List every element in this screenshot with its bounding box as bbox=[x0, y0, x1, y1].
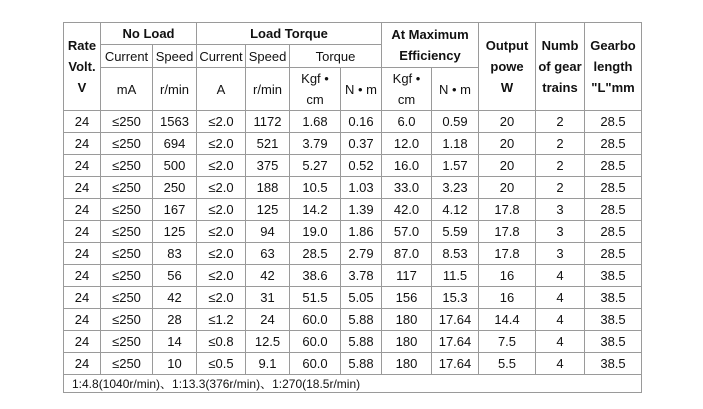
table-cell: 24 bbox=[64, 177, 101, 199]
table-cell: 24 bbox=[64, 155, 101, 177]
table-row bbox=[64, 243, 642, 265]
table-cell: 28.5 bbox=[290, 243, 341, 265]
table-cell: 5.27 bbox=[290, 155, 341, 177]
table-cell: ≤1.2 bbox=[197, 309, 246, 331]
table-cell: 1.57 bbox=[432, 155, 479, 177]
header-nl-current: Current bbox=[101, 45, 153, 68]
header-lt-speed: Speed bbox=[246, 45, 290, 68]
unit-lt-nm: N • m bbox=[341, 68, 382, 111]
table-cell: 14 bbox=[153, 331, 197, 353]
table-cell: ≤2.0 bbox=[197, 133, 246, 155]
table-cell: 24 bbox=[64, 221, 101, 243]
table-cell: ≤250 bbox=[101, 111, 153, 133]
table-cell: 12.5 bbox=[246, 331, 290, 353]
table-cell: 24 bbox=[64, 111, 101, 133]
table-cell: 3 bbox=[536, 199, 585, 221]
table-cell: 24 bbox=[64, 133, 101, 155]
table-cell: ≤250 bbox=[101, 243, 153, 265]
table-cell: 83 bbox=[153, 243, 197, 265]
table-cell: 0.37 bbox=[341, 133, 382, 155]
unit-me-kgf-cm: Kgf • cm bbox=[382, 68, 432, 111]
unit-nl-speed: r/min bbox=[153, 68, 197, 111]
unit-nl-current: mA bbox=[101, 68, 153, 111]
table-cell: 10 bbox=[153, 353, 197, 375]
table-cell: 17.8 bbox=[479, 199, 536, 221]
table-cell: 3.78 bbox=[341, 265, 382, 287]
table-cell: 63 bbox=[246, 243, 290, 265]
table-cell: 14.2 bbox=[290, 199, 341, 221]
table-row bbox=[64, 199, 642, 221]
table-cell: 375 bbox=[246, 155, 290, 177]
header-rate-volt: Rate Volt. V bbox=[64, 23, 101, 111]
table-cell: 188 bbox=[246, 177, 290, 199]
table-cell: 4 bbox=[536, 331, 585, 353]
table-row bbox=[64, 221, 642, 243]
table-cell: 7.5 bbox=[479, 331, 536, 353]
table-cell: 16 bbox=[479, 265, 536, 287]
table-cell: 19.0 bbox=[290, 221, 341, 243]
table-cell: 87.0 bbox=[382, 243, 432, 265]
table-cell: 500 bbox=[153, 155, 197, 177]
table-cell: 1.68 bbox=[290, 111, 341, 133]
table-cell: ≤2.0 bbox=[197, 199, 246, 221]
table-cell: ≤250 bbox=[101, 199, 153, 221]
table-cell: 3 bbox=[536, 221, 585, 243]
table-row bbox=[64, 155, 642, 177]
motor-spec-table bbox=[63, 22, 642, 393]
table-cell: 5.05 bbox=[341, 287, 382, 309]
table-cell: 17.64 bbox=[432, 331, 479, 353]
table-cell: 5.88 bbox=[341, 309, 382, 331]
table-cell: 51.5 bbox=[290, 287, 341, 309]
table-cell: 5.88 bbox=[341, 353, 382, 375]
table-cell: 10.5 bbox=[290, 177, 341, 199]
table-cell: 2 bbox=[536, 177, 585, 199]
gear-ratio-note: 1:4.8(1040r/min)、1:13.3(376r/min)、1:270(18.5r/min) bbox=[64, 375, 642, 393]
table-cell: 5.59 bbox=[432, 221, 479, 243]
table-cell: 6.0 bbox=[382, 111, 432, 133]
table-cell: 1172 bbox=[246, 111, 290, 133]
table-cell: 180 bbox=[382, 309, 432, 331]
unit-lt-kgf-cm: Kgf • cm bbox=[290, 68, 341, 111]
table-cell: ≤2.0 bbox=[197, 155, 246, 177]
header-gearbox-length: Gearbo length "L"mm bbox=[585, 23, 642, 111]
table-cell: ≤2.0 bbox=[197, 111, 246, 133]
table-cell: ≤250 bbox=[101, 353, 153, 375]
table-cell: 0.52 bbox=[341, 155, 382, 177]
table-cell: 24 bbox=[64, 199, 101, 221]
table-cell: 8.53 bbox=[432, 243, 479, 265]
table-cell: ≤250 bbox=[101, 265, 153, 287]
table-cell: 180 bbox=[382, 331, 432, 353]
table-cell: 42 bbox=[153, 287, 197, 309]
table-cell: 2.79 bbox=[341, 243, 382, 265]
table-cell: 20 bbox=[479, 111, 536, 133]
table-cell: 17.64 bbox=[432, 309, 479, 331]
table-row bbox=[64, 353, 642, 375]
table-cell: 38.5 bbox=[585, 287, 642, 309]
table-row bbox=[64, 265, 642, 287]
table-cell: ≤250 bbox=[101, 221, 153, 243]
table-cell: 1.86 bbox=[341, 221, 382, 243]
table-cell: 17.64 bbox=[432, 353, 479, 375]
unit-lt-speed: r/min bbox=[246, 68, 290, 111]
table-cell: 28.5 bbox=[585, 221, 642, 243]
table-cell: 15.3 bbox=[432, 287, 479, 309]
table-row bbox=[64, 287, 642, 309]
table-cell: 60.0 bbox=[290, 353, 341, 375]
table-cell: 28.5 bbox=[585, 155, 642, 177]
table-cell: ≤0.8 bbox=[197, 331, 246, 353]
table-cell: 9.1 bbox=[246, 353, 290, 375]
table-row bbox=[64, 309, 642, 331]
table-cell: 28.5 bbox=[585, 133, 642, 155]
table-cell: 60.0 bbox=[290, 309, 341, 331]
table-cell: 4 bbox=[536, 287, 585, 309]
table-cell: 24 bbox=[246, 309, 290, 331]
table-cell: ≤2.0 bbox=[197, 265, 246, 287]
table-cell: 28.5 bbox=[585, 177, 642, 199]
header-lt-torque: Torque bbox=[290, 45, 382, 68]
table-cell: 42.0 bbox=[382, 199, 432, 221]
table-cell: 24 bbox=[64, 309, 101, 331]
table-cell: 20 bbox=[479, 155, 536, 177]
table-cell: 38.5 bbox=[585, 309, 642, 331]
table-cell: 28 bbox=[153, 309, 197, 331]
table-cell: 2 bbox=[536, 155, 585, 177]
table-cell: 38.5 bbox=[585, 353, 642, 375]
table-cell: 16.0 bbox=[382, 155, 432, 177]
table-cell: 3 bbox=[536, 243, 585, 265]
table-cell: 2 bbox=[536, 133, 585, 155]
table-cell: 1.39 bbox=[341, 199, 382, 221]
table-cell: 17.8 bbox=[479, 221, 536, 243]
table-cell: 156 bbox=[382, 287, 432, 309]
table-cell: 60.0 bbox=[290, 331, 341, 353]
table-cell: 4 bbox=[536, 309, 585, 331]
table-cell: 20 bbox=[479, 133, 536, 155]
table-cell: ≤2.0 bbox=[197, 221, 246, 243]
table-cell: 11.5 bbox=[432, 265, 479, 287]
table-cell: 167 bbox=[153, 199, 197, 221]
table-cell: 117 bbox=[382, 265, 432, 287]
table-cell: 38.5 bbox=[585, 265, 642, 287]
table-row bbox=[64, 133, 642, 155]
table-cell: ≤250 bbox=[101, 155, 153, 177]
table-cell: 3.79 bbox=[290, 133, 341, 155]
table-cell: 16 bbox=[479, 287, 536, 309]
header-load-torque: Load Torque bbox=[197, 23, 382, 45]
table-cell: 38.5 bbox=[585, 331, 642, 353]
table-cell: ≤250 bbox=[101, 309, 153, 331]
header-nl-speed: Speed bbox=[153, 45, 197, 68]
table-cell: 694 bbox=[153, 133, 197, 155]
table-cell: 28.5 bbox=[585, 243, 642, 265]
table-cell: 31 bbox=[246, 287, 290, 309]
table-cell: 56 bbox=[153, 265, 197, 287]
table-cell: 0.16 bbox=[341, 111, 382, 133]
header-row-1 bbox=[64, 23, 642, 45]
table-cell: 57.0 bbox=[382, 221, 432, 243]
table-cell: 1.03 bbox=[341, 177, 382, 199]
table-cell: 17.8 bbox=[479, 243, 536, 265]
table-cell: 180 bbox=[382, 353, 432, 375]
table-cell: ≤250 bbox=[101, 287, 153, 309]
header-output-power: Output powe W bbox=[479, 23, 536, 111]
table-cell: 2 bbox=[536, 111, 585, 133]
table-cell: ≤250 bbox=[101, 133, 153, 155]
header-gear-trains: Numb of gear trains bbox=[536, 23, 585, 111]
table-cell: 4 bbox=[536, 265, 585, 287]
table-cell: 33.0 bbox=[382, 177, 432, 199]
table-cell: 3.23 bbox=[432, 177, 479, 199]
table-cell: 5.5 bbox=[479, 353, 536, 375]
header-max-efficiency: At Maximum Efficiency bbox=[382, 23, 479, 68]
table-cell: 24 bbox=[64, 331, 101, 353]
table-cell: 14.4 bbox=[479, 309, 536, 331]
table-cell: 28.5 bbox=[585, 111, 642, 133]
unit-lt-current: A bbox=[197, 68, 246, 111]
table-cell: ≤0.5 bbox=[197, 353, 246, 375]
header-no-load: No Load bbox=[101, 23, 197, 45]
table-cell: 24 bbox=[64, 287, 101, 309]
table-cell: 1.18 bbox=[432, 133, 479, 155]
table-cell: 38.6 bbox=[290, 265, 341, 287]
table-row bbox=[64, 177, 642, 199]
table-cell: 28.5 bbox=[585, 199, 642, 221]
table-cell: 250 bbox=[153, 177, 197, 199]
table-cell: 1563 bbox=[153, 111, 197, 133]
table-cell: 42 bbox=[246, 265, 290, 287]
table-cell: 24 bbox=[64, 265, 101, 287]
table-cell: 24 bbox=[64, 353, 101, 375]
table-cell: 5.88 bbox=[341, 331, 382, 353]
table-cell: ≤250 bbox=[101, 331, 153, 353]
table-cell: 20 bbox=[479, 177, 536, 199]
table-cell: 4 bbox=[536, 353, 585, 375]
header-lt-current: Current bbox=[197, 45, 246, 68]
table-cell: 24 bbox=[64, 243, 101, 265]
table-cell: 0.59 bbox=[432, 111, 479, 133]
table-cell: ≤250 bbox=[101, 177, 153, 199]
table-body bbox=[64, 111, 642, 375]
table-cell: 4.12 bbox=[432, 199, 479, 221]
table-row bbox=[64, 331, 642, 353]
table-cell: 94 bbox=[246, 221, 290, 243]
table-cell: 12.0 bbox=[382, 133, 432, 155]
table-cell: ≤2.0 bbox=[197, 177, 246, 199]
table-cell: ≤2.0 bbox=[197, 287, 246, 309]
table-cell: 125 bbox=[246, 199, 290, 221]
table-row bbox=[64, 111, 642, 133]
table-cell: ≤2.0 bbox=[197, 243, 246, 265]
unit-me-nm: N • m bbox=[432, 68, 479, 111]
table-cell: 125 bbox=[153, 221, 197, 243]
footnote-row bbox=[64, 375, 642, 393]
table-cell: 521 bbox=[246, 133, 290, 155]
